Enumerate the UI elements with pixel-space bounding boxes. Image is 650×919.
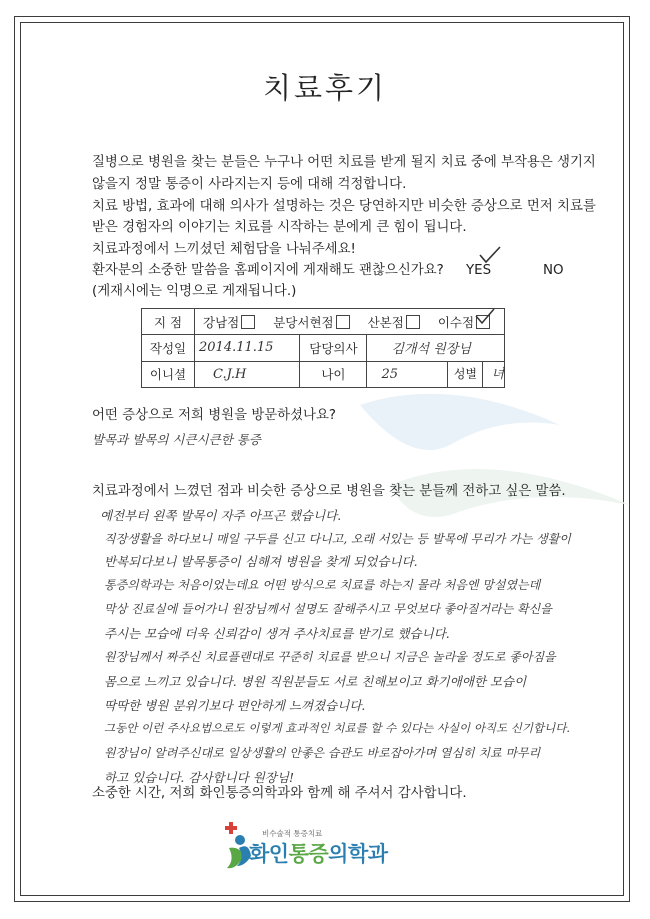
- consent-question: 환자분의 소중한 말씀을 홈페이지에 게재해도 괜찮으신가요?: [92, 263, 444, 278]
- gender-value[interactable]: 녀: [491, 366, 504, 382]
- closing-message: 소중한 시간, 저희 화인통증의학과와 함께 해 주셔서 감사합니다.: [92, 786, 467, 801]
- intro-line-3: 치료 방법, 효과에 대해 의사가 설명하는 것은 당연하지만 비슷한 증상으로 먼저 치료를: [92, 199, 596, 214]
- branch-bundang-label: 분당서현점: [273, 314, 334, 330]
- answer-2-line-6: 주시는 모습에 더욱 신뢰감이 생겨 주사치료를 받기로 했습니다.: [104, 626, 450, 641]
- consent-yes[interactable]: YES: [466, 263, 492, 278]
- logo-name-suffix: 의학과: [328, 842, 388, 866]
- gender-label: 성별: [448, 362, 483, 387]
- initial-value[interactable]: C.J.H: [195, 361, 300, 387]
- branch-bundang-checkbox[interactable]: [336, 315, 350, 329]
- consent-check-icon: [478, 246, 502, 266]
- answer-2-line-10: 그동안 이런 주사요법으로도 이렇게 효과적인 치료를 할 수 있다는 사실이 아직도 신기합니다.: [104, 721, 571, 735]
- intro-line-1: 질병으로 병원을 찾는 분들은 누구나 어떤 치료를 받게 될지 치료 중에 부작용은 생기지: [92, 155, 596, 170]
- answer-2-line-1: 예전부터 왼쪽 발목이 자주 아프곤 했습니다.: [100, 508, 342, 523]
- consent-no[interactable]: NO: [543, 263, 564, 278]
- intro-line-5: 치료과정에서 느끼셨던 체험담을 나눠주세요!: [92, 242, 356, 257]
- answer-2-line-11: 원장님이 알려주신대로 일상생활의 안좋은 습관도 바로잡아가며 열심히 치료 마무리: [104, 746, 541, 760]
- logo-name: [249, 838, 388, 868]
- branch-sanbon-label: 산본점: [367, 314, 404, 330]
- date-value[interactable]: 2014.11.15: [195, 335, 300, 361]
- branch-sanbon-checkbox[interactable]: [406, 315, 420, 329]
- logo-name-mid: 통증: [288, 842, 329, 866]
- answer-2-line-12: 하고 있습니다. 감사합니다 원장님!: [104, 770, 294, 785]
- age-value[interactable]: 25: [367, 361, 448, 387]
- logo-name-prefix: 화인: [249, 842, 289, 866]
- answer-1: 발목과 발목의 시큰시큰한 통증: [92, 432, 261, 447]
- watermark-logo: [330, 385, 650, 535]
- initial-label: 이니셜: [142, 361, 195, 387]
- intro-line-2: 않을지 정말 통증이 사라지는지 등에 대해 걱정합니다.: [92, 177, 407, 192]
- branch-options: [195, 309, 505, 335]
- age-label: 나이: [300, 361, 367, 387]
- doctor-label: 담당의사: [300, 335, 367, 361]
- intro-line-4: 받은 경험자의 이야기는 치료를 시작하는 분에게 큰 힘이 됩니다.: [92, 220, 467, 235]
- branch-isu-label: 이수점: [437, 314, 475, 330]
- info-table: [141, 308, 505, 388]
- branch-isu-checkbox[interactable]: [476, 315, 490, 329]
- branch-gangnam-label: 강남점: [203, 314, 240, 330]
- branch-gangnam-checkbox[interactable]: [241, 315, 255, 329]
- page-title: 치료후기: [262, 71, 388, 105]
- doctor-value[interactable]: 김개석 원장님: [367, 335, 505, 361]
- logo-tagline: 비수술적 통증치료: [262, 829, 323, 838]
- question-2: 치료과정에서 느꼈던 점과 비슷한 증상으로 병원을 찾는 분들께 전하고 싶은 말씀.: [92, 484, 566, 499]
- answer-2-line-2: 직장생활을 하다보니 매일 구두를 신고 다니고, 오래 서있는 등 발목에 무리가 가는 생활이: [104, 532, 571, 546]
- date-label: 작성일: [142, 335, 195, 361]
- branch-label: 지 점: [142, 309, 195, 335]
- answer-2-line-5: 막상 진료실에 들어가니 원장님께서 설명도 잘해주시고 무엇보다 좋아질거라는 확신을: [104, 602, 552, 616]
- gender-cell: [448, 361, 505, 387]
- answer-2-line-4: 통증의학과는 처음이었는데요 어떤 방식으로 치료를 하는지 몰라 처음엔 망설였는데: [104, 578, 541, 592]
- answer-2-line-7: 원장님께서 짜주신 치료플랜대로 꾸준히 치료를 받으니 지금은 놀라울 정도로 좋아짐을: [104, 650, 556, 664]
- question-1: 어떤 증상으로 저희 병원을 방문하셨나요?: [92, 408, 337, 423]
- answer-2-line-8: 몸으로 느끼고 있습니다. 병원 직원분들도 서로 친해보이고 화기애애한 모습이: [104, 674, 527, 689]
- answer-2-line-9: 딱딱한 병원 분위기보다 편안하게 느껴졌습니다.: [104, 698, 366, 713]
- branch-check-icon: [475, 308, 495, 326]
- intro-line-7: (게재시에는 익명으로 게재됩니다.): [92, 284, 297, 299]
- answer-2-line-3: 반복되다보니 발목통증이 심해져 병원을 찾게 되었습니다.: [104, 554, 418, 569]
